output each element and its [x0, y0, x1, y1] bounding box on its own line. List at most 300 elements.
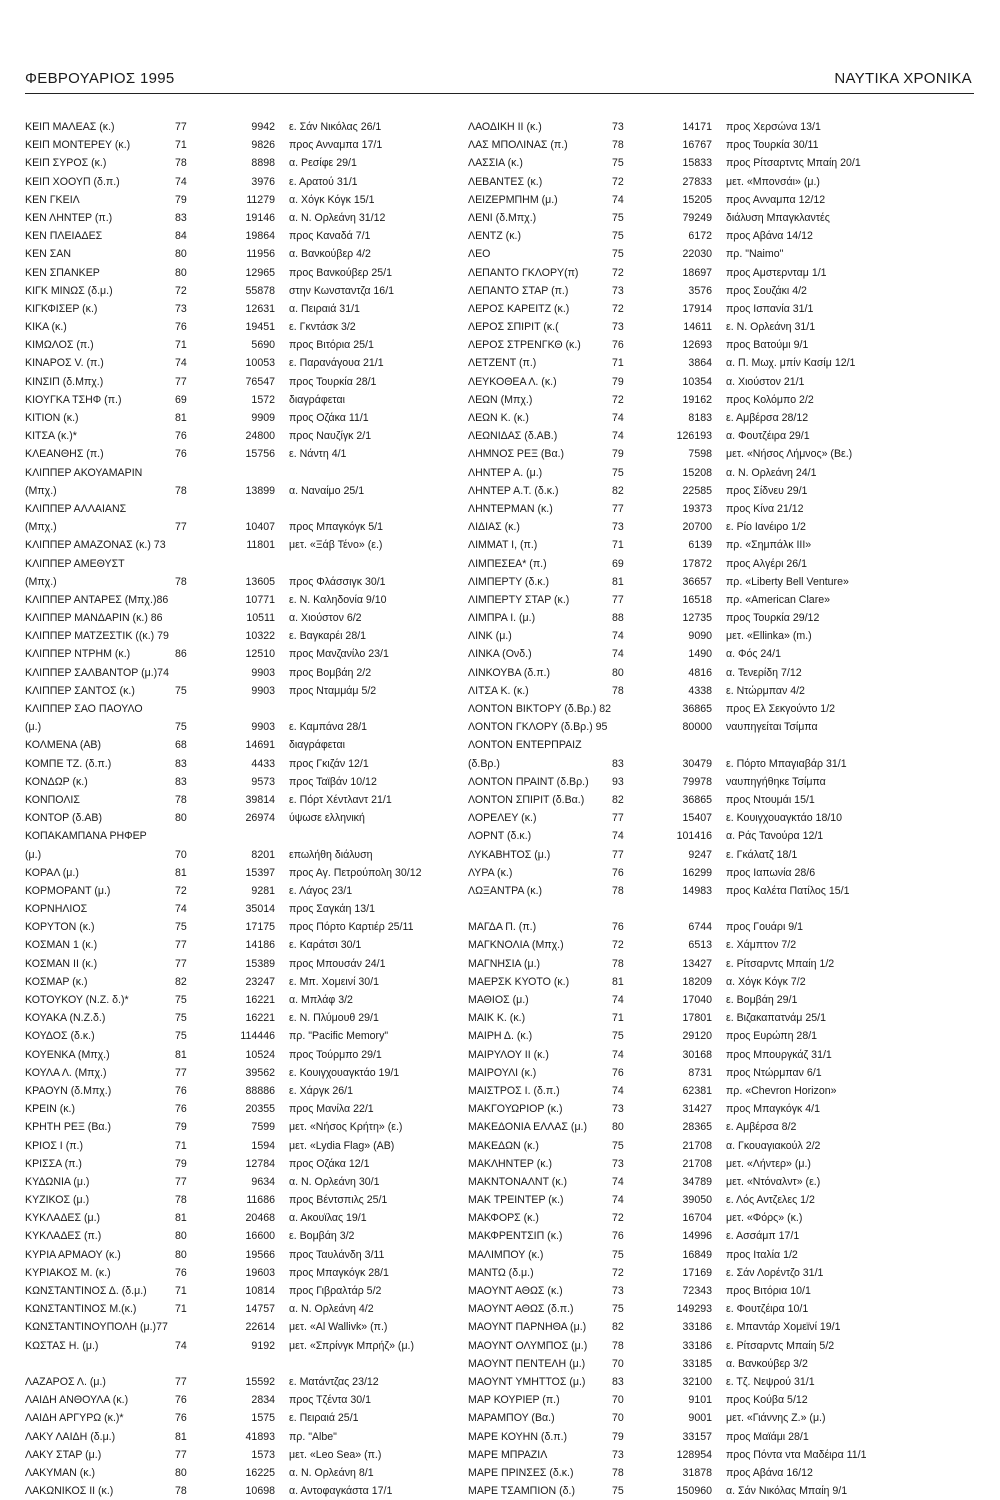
- build-year: 72: [612, 1212, 624, 1225]
- tonnage: 15756: [245, 448, 275, 461]
- ship-status: α. Φουτζέιρα 29/1: [726, 430, 810, 443]
- build-year: 70: [175, 848, 187, 861]
- ship-name: ΚΟΝΤΟΡ (δ.ΑΒ): [25, 812, 102, 825]
- ship-row: [25, 1191, 457, 1209]
- ship-status: μετ. «Νήσος Λήμνος» (Βε.): [726, 448, 853, 461]
- ship-row: [25, 209, 457, 227]
- ship-row: [25, 282, 457, 300]
- ship-row: [25, 1391, 457, 1409]
- build-year: 72: [612, 302, 624, 315]
- ship-status: μετ. «Σπρίνγκ Μπρήζ» (μ.): [289, 1339, 415, 1352]
- ship-name: ΜΑΚΕΔΩΝ (κ.): [468, 1139, 539, 1152]
- ship-name: ΚΛΙΠΠΕΡ ΑΜΑΖΟΝΑΣ (κ.) 73: [25, 539, 166, 552]
- build-year: 75: [612, 248, 624, 261]
- ship-row: [468, 955, 968, 973]
- ship-row: [468, 1082, 968, 1100]
- ship-status: ε. Ν. Καληδονία 9/10: [289, 593, 387, 606]
- tonnage: 7599: [251, 1121, 275, 1134]
- tonnage: 33186: [682, 1321, 712, 1334]
- ship-name: ΚΕΙΠ ΜΟΝΤΕΡΕΥ (κ.): [25, 139, 131, 152]
- build-year: 80: [175, 1230, 187, 1243]
- ship-row: [25, 682, 457, 700]
- ship-row: [25, 464, 457, 482]
- ship-name: ΚΛΕΑΝΘΗΣ (π.): [25, 448, 104, 461]
- ship-name: ΚΙΝΣΙΠ (δ.Μπχ.): [25, 375, 104, 388]
- ship-row: [25, 373, 457, 391]
- build-year: 81: [612, 575, 624, 588]
- ship-row: [468, 482, 968, 500]
- ship-name: ΚΟΡΥΤΟΝ (κ.): [25, 921, 95, 934]
- tonnage: 9001: [688, 1412, 712, 1425]
- build-year: 74: [175, 357, 187, 370]
- tonnage: 101416: [676, 830, 712, 843]
- ship-status: προς Ναυζίγκ 2/1: [289, 430, 372, 443]
- ship-name: ΚΩΝΣΤΑΝΤΙΝΟΣ Δ. (δ.μ.): [25, 1285, 147, 1297]
- ship-name: ΛΗΝΤΕΡ Α.Τ. (δ.κ.): [468, 484, 559, 497]
- build-year: 73: [612, 1285, 624, 1297]
- ship-row: [25, 136, 457, 154]
- ship-row: [25, 755, 457, 773]
- ship-status: α. Ακουϊλας 19/1: [289, 1212, 367, 1225]
- ship-status: α. Βανκούβερ 3/2: [726, 1357, 808, 1370]
- ship-name: ΛΕΡΟΣ ΣΤΡΕΝΓΚΘ (κ.): [468, 339, 581, 352]
- build-year: 81: [175, 1430, 187, 1443]
- tonnage: 16704: [682, 1212, 712, 1225]
- ship-row: [25, 1173, 457, 1191]
- tonnage: 22585: [682, 484, 712, 497]
- ship-row: [25, 736, 457, 754]
- tonnage: 16221: [245, 1012, 275, 1025]
- ship-status: μετ. «Leo Sea» (π.): [289, 1448, 382, 1461]
- tonnage: 12693: [682, 339, 712, 352]
- tonnage: 126193: [676, 430, 712, 443]
- tonnage: 1572: [251, 393, 275, 406]
- tonnage: 19451: [245, 321, 275, 334]
- build-year: 77: [175, 121, 187, 133]
- tonnage: 6744: [688, 921, 712, 934]
- section-gap: [25, 1355, 457, 1373]
- tonnage: 11956: [246, 248, 275, 261]
- ship-name: ΚΙΤΙΟΝ (κ.): [25, 412, 79, 424]
- tonnage: 88886: [245, 1084, 275, 1097]
- build-year: 79: [175, 193, 187, 206]
- tonnage: 16518: [682, 593, 712, 606]
- ship-name: ΚΙΟΥΓΚΑ ΤΣΗΦ (π.): [25, 393, 122, 406]
- ship-status: προς Γκιζάν 12/1: [289, 757, 369, 770]
- ship-name: ΚΟΥΑΚΑ (Ν.Ζ.δ.): [25, 1012, 106, 1025]
- build-year: 75: [612, 211, 624, 224]
- build-year: 72: [612, 266, 624, 279]
- ship-name: ΛΙΤΣΑ Κ. (κ.): [468, 684, 529, 697]
- ship-status: α. Ν. Ορλεάνη 30/1: [289, 1175, 380, 1188]
- ship-row: [468, 846, 968, 864]
- tonnage: 41893: [245, 1430, 275, 1443]
- ship-row: [468, 336, 968, 354]
- ship-row: [468, 1118, 968, 1136]
- ship-status: α. Ναναίμο 25/1: [289, 484, 365, 497]
- ship-name: ΛΙΜΜΑΤ Ι, (π.): [468, 539, 538, 552]
- ship-name: ΛΙΜΠΕΡΤΥ ΣΤΑΡ (κ.): [468, 593, 570, 606]
- ship-name: ΛΟΡΝΤ (δ.κ.): [468, 830, 532, 843]
- ship-status: προς Αβάνα 16/12: [726, 1466, 813, 1479]
- ship-row: [468, 173, 968, 191]
- ship-name: ΜΑΕΡΣΚ ΚΥΟΤΟ (κ.): [468, 975, 570, 988]
- ship-row: [25, 500, 457, 518]
- ship-row: [25, 1464, 457, 1482]
- ship-row: [468, 936, 968, 954]
- ship-status: προς Γουάρι 9/1: [726, 921, 803, 934]
- build-year: 76: [175, 1084, 187, 1097]
- ship-status: ε. Ν. Πλύμουθ 29/1: [289, 1012, 379, 1025]
- ship-name: ΚΡΕΙΝ (κ.): [25, 1103, 76, 1116]
- build-year: 68: [175, 739, 187, 752]
- ship-row: [25, 445, 457, 463]
- ship-name: ΚΟΜΠΕ ΤΖ. (δ.π.): [25, 757, 112, 770]
- tonnage: 5690: [251, 339, 275, 352]
- ship-status: προς Μπαγκόγκ 4/1: [726, 1103, 821, 1116]
- ship-status: προς Ντώρμπαν 6/1: [726, 1066, 822, 1079]
- ship-name: ΜΑΙΡΥΛΟΥ ΙΙ (κ.): [468, 1048, 549, 1061]
- build-year: 72: [612, 175, 624, 188]
- build-year: 79: [175, 1121, 187, 1134]
- tonnage: 16299: [682, 866, 712, 879]
- ship-status: προς Νταμμάμ 5/2: [289, 684, 377, 697]
- ship-name: ΜΑΡΕ ΠΡΙΝΣΕΣ (δ.κ.): [468, 1466, 574, 1479]
- ship-row: [468, 1064, 968, 1082]
- tonnage: 9903: [251, 721, 275, 734]
- ship-name: ΚΟΡΜΟΡΑΝΤ (μ.): [25, 884, 111, 897]
- ship-row: [25, 936, 457, 954]
- build-year: 75: [612, 1248, 624, 1261]
- build-year: 80: [175, 812, 187, 825]
- ship-name: ΚΛΙΠΠΕΡ ΜΑΤΖΕΣΤΙΚ ((κ.) 79: [25, 630, 169, 643]
- tonnage: 36865: [682, 793, 712, 806]
- ship-row: [468, 227, 968, 245]
- build-year: 81: [175, 412, 187, 424]
- tonnage: 10698: [245, 1485, 275, 1498]
- ship-row: [25, 1064, 457, 1082]
- tonnage: 8183: [688, 412, 712, 424]
- tonnage: 8201: [251, 848, 275, 861]
- ship-row: [25, 973, 457, 991]
- build-year: 72: [612, 393, 624, 406]
- build-year: 76: [175, 1266, 187, 1279]
- build-year: 83: [175, 211, 187, 224]
- ship-name: ΛΕΟ: [468, 248, 491, 261]
- build-year: 75: [612, 1139, 624, 1152]
- ship-name: ΜΑΟΥΝΤ ΥΜΗΤΤΟΣ (μ.): [468, 1375, 586, 1388]
- tonnage: 17914: [682, 302, 712, 315]
- ship-row: [25, 1209, 457, 1227]
- build-year: 74: [612, 830, 624, 843]
- build-year: 76: [175, 1394, 187, 1407]
- ship-status: προς Βατούμι 9/1: [726, 339, 809, 352]
- ship-status: ε. Βομβάη 3/2: [289, 1230, 355, 1243]
- ship-status: ναυπηγείται Τσίμπα: [726, 721, 818, 734]
- tonnage: 9101: [688, 1394, 712, 1407]
- ship-row: [468, 755, 968, 773]
- tonnage: 24800: [245, 430, 275, 443]
- ship-status: μετ. «Al Wallivk» (π.): [289, 1321, 388, 1334]
- tonnage: 19864: [245, 230, 275, 243]
- ship-name: ΚΙΓΚ ΜΙΝΩΣ (δ.μ.): [25, 284, 113, 297]
- ship-status: ε. Τζ. Νεψρού 31/1: [726, 1375, 815, 1388]
- ship-status: πρ. «Chevron Horizon»: [726, 1084, 837, 1097]
- tonnage: 10771: [245, 593, 275, 606]
- ship-row: [25, 1246, 457, 1264]
- ship-row: [25, 1337, 457, 1355]
- ship-row: [468, 1337, 968, 1355]
- ship-row: [25, 918, 457, 936]
- ship-row: [468, 1137, 968, 1155]
- tonnage: 12510: [245, 648, 275, 661]
- header-rule: [25, 93, 974, 94]
- ship-row: [468, 264, 968, 282]
- build-year: 73: [612, 284, 624, 297]
- ship-status: ε. Λάγος 23/1: [289, 884, 353, 897]
- ship-name: ΚΥΖΙΚΟΣ (μ.): [25, 1194, 90, 1207]
- ship-name: ΚΙΜΩΛΟΣ (π.): [25, 339, 94, 352]
- tonnage: 17040: [682, 994, 712, 1006]
- build-year: 76: [175, 430, 187, 443]
- ship-name: ΚΟΣΜΑΝ 1 (κ.): [25, 939, 98, 952]
- ship-status: προς Βιτόρια 10/1: [726, 1285, 811, 1297]
- ship-name: ΚΕΙΠ ΜΑΛΕΑΣ (κ.): [25, 121, 115, 133]
- ship-name: ΜΑΚΕΔΟΝΙΑ ΕΛΛΑΣ (μ.): [468, 1121, 588, 1134]
- ship-name: ΜΑΙΚ Κ. (κ.): [468, 1012, 526, 1025]
- ship-name: ΜΑΓΔΑ Π. (π.): [468, 921, 537, 934]
- ship-list-right-column: [468, 118, 968, 1500]
- tonnage: 10524: [245, 1048, 275, 1061]
- ship-row: [25, 591, 457, 609]
- ship-status: προς Κίνα 21/12: [726, 502, 804, 515]
- ship-status: α. Μπλάφ 3/2: [289, 994, 353, 1006]
- ship-status: ναυπηγήθηκε Τσίμπα: [726, 775, 826, 788]
- build-year: 81: [175, 866, 187, 879]
- tonnage: 14757: [245, 1303, 275, 1316]
- build-year: 71: [612, 539, 624, 552]
- tonnage: 1573: [251, 1448, 275, 1461]
- tonnage: 27833: [682, 175, 712, 188]
- build-year: 77: [612, 812, 624, 825]
- ship-name: ΛΑΚΥ ΣΤΑΡ (μ.): [25, 1448, 102, 1461]
- build-year: 76: [175, 1412, 187, 1425]
- ship-name: ΛΕΒΑΝΤΕΣ (κ.): [468, 175, 543, 188]
- build-year: 88: [612, 612, 624, 625]
- ship-name: ΜΑΡ ΚΟΥΡΙΕΡ (π.): [468, 1394, 560, 1407]
- build-year: 73: [612, 321, 624, 334]
- ship-row: [468, 991, 968, 1009]
- ship-row: [468, 809, 968, 827]
- tonnage: 10053: [245, 357, 275, 370]
- ship-name: ΚΛΙΠΠΕΡ ΜΑΝΔΑΡΙΝ (κ.) 86: [25, 612, 163, 625]
- tonnage: 3976: [251, 175, 275, 188]
- ship-name: ΚΟΥΔΟΣ (δ.κ.): [25, 1030, 95, 1043]
- ship-name: (Μπχ.): [25, 484, 57, 497]
- ship-row: [25, 391, 457, 409]
- tonnage: 15592: [245, 1375, 275, 1388]
- ship-name: ΛΕΝΤΖ (κ.): [468, 230, 521, 243]
- ship-status: ε. Βιζακαπατνάμ 25/1: [726, 1012, 826, 1025]
- ship-name: ΛΕΙΖΕΡΜΠΗΜ (μ.): [468, 193, 558, 206]
- ship-status: διάλυση Μπαγκλαντές: [726, 211, 830, 224]
- build-year: 69: [612, 557, 624, 570]
- tonnage: 9826: [251, 139, 275, 152]
- ship-row: [468, 282, 968, 300]
- ship-status: προς Αμστερνταμ 1/1: [726, 266, 827, 279]
- ship-row: [25, 1082, 457, 1100]
- ship-name: ΛΑΣΣΙΑ (κ.): [468, 157, 523, 170]
- tonnage: 12784: [245, 1157, 275, 1170]
- tonnage: 8731: [688, 1066, 712, 1079]
- build-year: 79: [612, 1430, 624, 1443]
- tonnage: 21708: [682, 1157, 712, 1170]
- build-year: 76: [612, 339, 624, 352]
- ship-status: α. Ν. Ορλεάνη 31/12: [289, 211, 386, 224]
- build-year: 73: [612, 521, 624, 534]
- ship-name: ΚΛΙΠΠΕΡ ΑΜΕΘΥΣΤ: [25, 557, 125, 570]
- tonnage: 31878: [682, 1466, 712, 1479]
- ship-status: προς Γιβραλτάρ 5/2: [289, 1285, 382, 1297]
- ship-status: α. Αντοφαγκάστα 17/1: [289, 1485, 393, 1498]
- build-year: 82: [612, 1321, 624, 1334]
- ship-row: [25, 1118, 457, 1136]
- tonnage: 32100: [682, 1375, 712, 1388]
- tonnage: 114446: [240, 1030, 275, 1043]
- build-year: 75: [175, 921, 187, 934]
- ship-row: [468, 373, 968, 391]
- ship-status: ε. Αρατού 31/1: [289, 175, 358, 188]
- ship-name: ΚΟΠΑΚΑΜΠΑΝΑ ΡΗΦΕΡ: [25, 830, 147, 843]
- ship-name: ΜΑΟΥΝΤ ΟΛΥΜΠΟΣ (μ.): [468, 1339, 588, 1352]
- tonnage: 14611: [683, 321, 712, 334]
- ship-row: [25, 1027, 457, 1045]
- ship-row: [25, 518, 457, 536]
- build-year: 79: [612, 375, 624, 388]
- ship-name: ΜΑΡΕ ΜΠΡΑΖΙΛ: [468, 1448, 548, 1461]
- ship-status: προς Σίδνευ 29/1: [726, 484, 808, 497]
- ship-status: προς Ισπανία 31/1: [726, 302, 814, 315]
- tonnage: 15397: [245, 866, 275, 879]
- build-year: 80: [175, 266, 187, 279]
- ship-status: πρ. «Liberty Bell Venture»: [726, 575, 849, 588]
- ship-name: ΛΑΙΔΗ ΑΡΓΥΡΩ (κ.)*: [25, 1412, 124, 1425]
- tonnage: 17169: [682, 1266, 712, 1279]
- ship-status: α. Χόγκ Κόγκ 15/1: [289, 193, 375, 206]
- ship-name: ΛΟΝΤΟΝ ΣΠΙΡΙΤ (δ.Βα.): [468, 793, 585, 806]
- ship-row: [25, 809, 457, 827]
- ship-row: [25, 1046, 457, 1064]
- ship-row: [25, 645, 457, 663]
- ship-status: προς Οζάκα 11/1: [289, 412, 369, 424]
- tonnage: 31427: [682, 1103, 712, 1116]
- tonnage: 19162: [682, 393, 712, 406]
- ship-row: [25, 264, 457, 282]
- ship-row: [25, 1409, 457, 1427]
- ship-status: προς Μανζανίλο 23/1: [289, 648, 389, 661]
- ship-status: ε. Καράτσι 30/1: [289, 939, 362, 952]
- ship-row: [25, 227, 457, 245]
- tonnage: 16600: [245, 1230, 275, 1243]
- ship-name: ΛΑΟΔΙΚΗ ΙΙ (κ.): [468, 121, 542, 133]
- ship-name: ΛΑΙΔΗ ΑΝΘΟΥΛΑ (κ.): [25, 1394, 129, 1407]
- ship-row: [25, 154, 457, 172]
- ship-name: ΚΩΝΣΤΑΝΤΙΝΟΥΠΟΛΗ (μ.)77: [25, 1321, 168, 1334]
- ship-row: [25, 1446, 457, 1464]
- ship-name: ΛΙΜΠΕΡΤΥ (δ.κ.): [468, 575, 550, 588]
- tonnage: 9903: [251, 684, 275, 697]
- ship-status: ε. Χάργκ 26/1: [289, 1084, 353, 1097]
- ship-row: [25, 482, 457, 500]
- ship-row: [468, 773, 968, 791]
- tonnage: 33185: [682, 1357, 712, 1370]
- tonnage: 9903: [251, 666, 275, 679]
- ship-name: ΛΟΡΕΛΕΥ (κ.): [468, 812, 537, 825]
- ship-status: α. Βανκούβερ 4/2: [289, 248, 371, 261]
- tonnage: 34789: [682, 1175, 712, 1188]
- ship-row: [468, 573, 968, 591]
- tonnage: 4816: [688, 666, 712, 679]
- tonnage: 21708: [682, 1139, 712, 1152]
- ship-row: [25, 191, 457, 209]
- build-year: 72: [175, 884, 187, 897]
- ship-row: [468, 354, 968, 372]
- tonnage: 76547: [245, 375, 275, 388]
- ship-row: [25, 991, 457, 1009]
- ship-list-left-column: [25, 118, 457, 1500]
- tonnage: 20355: [245, 1103, 275, 1116]
- ship-row: [25, 118, 457, 136]
- ship-name: ΛΑΚΩΝΙΚΟΣ ΙΙ (κ.): [25, 1485, 114, 1498]
- tonnage: 4338: [688, 684, 712, 697]
- ship-row: [468, 1209, 968, 1227]
- ship-status: προς Αβάνα 14/12: [726, 230, 813, 243]
- build-year: 77: [175, 1375, 187, 1388]
- tonnage: 15389: [245, 957, 275, 970]
- tonnage: 16849: [682, 1248, 712, 1261]
- build-year: 74: [612, 994, 624, 1006]
- ship-status: ε. Σάν Λορέντζο 31/1: [726, 1266, 824, 1279]
- ship-name: ΛΗΜΝΟΣ ΡΕΞ (Βα.): [468, 448, 565, 461]
- ship-row: [25, 1482, 457, 1500]
- ship-status: ε. Αμβέρσα 8/2: [726, 1121, 797, 1134]
- ship-status: ε. Παρανάγουα 21/1: [289, 357, 384, 370]
- ship-status: προς Σουζάκι 4/2: [726, 284, 807, 297]
- build-year: 81: [175, 1048, 187, 1061]
- ship-name: ΛΕΩΝΙΔΑΣ (δ.ΑΒ.): [468, 430, 558, 443]
- ship-name: ΚΕΝ ΠΛΕΙΑΔΕΣ: [25, 230, 103, 243]
- tonnage: 23247: [245, 975, 275, 988]
- ship-name: ΛΑΚΥΜΑΝ (κ.): [25, 1466, 96, 1479]
- build-year: 72: [612, 939, 624, 952]
- build-year: 86: [175, 648, 187, 661]
- tonnage: 12631: [245, 302, 275, 315]
- build-year: 74: [612, 1084, 624, 1097]
- build-year: 74: [612, 1048, 624, 1061]
- build-year: 82: [612, 484, 624, 497]
- tonnage: 17175: [245, 921, 275, 934]
- build-year: 77: [175, 1066, 187, 1079]
- ship-name: ΜΑΚΛΗΝΤΕΡ (κ.): [468, 1157, 552, 1170]
- ship-name: ΜΑΡΕ ΚΟΥΗΝ (δ.π.): [468, 1430, 568, 1443]
- tonnage: 30479: [682, 757, 712, 770]
- tonnage: 33157: [682, 1430, 712, 1443]
- ship-name: ΚΟΥΕΝΚΑ (Μπχ.): [25, 1048, 110, 1061]
- ship-name: ΜΑΚΦΡΕΝΤΣΙΠ (κ.): [468, 1230, 563, 1243]
- build-year: 78: [175, 484, 187, 497]
- tonnage: 9192: [251, 1339, 275, 1352]
- ship-name: ΛΙΜΠΡΑ Ι. (μ.): [468, 612, 536, 625]
